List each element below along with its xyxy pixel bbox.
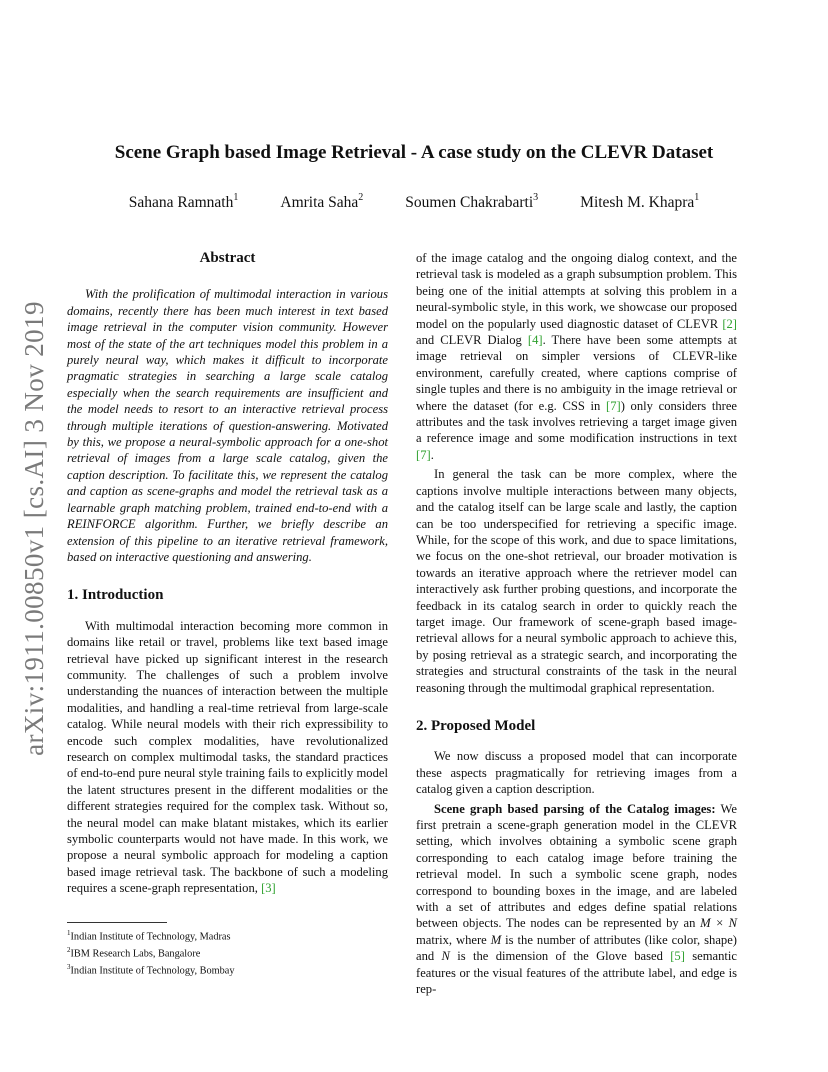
citation-link[interactable]: [7] — [416, 447, 431, 462]
author: Sahana Ramnath$^1$ — [128, 192, 239, 211]
model-paragraph-1: We now discuss a proposed model that can incorporate these aspects pragmatically for retrieving images from a catalog given a caption description. — [416, 749, 737, 797]
abstract-text: With the prolification of multimodal interaction in various domains, recently there has been much interest in text based image retrieval in the computer vision community. However most of the state of the art techniques model this problem in a purely neural way, which makes it difficult to incorporate pragmatic strategies in searching a large scale catalog especially when the search requirements are insufficient and the model needs to resort to an interactive retrieval process through multiple iterations of question-answering. Motivated by this, we propose a neural-symbolic approach for a one-shot retrieval of images from a large scale catalog, given the caption description. To facilitate this, we represent the catalog and caption as scene-graphs and model the retrieval task as a learnable graph matching problem, trained end-to-end with a REINFORCE algorithm. Further, we briefly describe an extension of this pipeline to an iterative retrieval framework, based on interactive questioning and answering. — [67, 287, 388, 564]
intro-paragraph-2: In general the task can be more complex, where the captions involve multiple interactions between many objects, and the catalog itself can be large scale and lastly, the caption can be too underspecified for retrieving a specific image. While, for the scope of this work, and due to space limitations, we focus on the one-shot retrieval, our broader motivation is towards an iterative approach where the retriever model can interactively ask further probing questions, and incorporate the feedback in its catalog search in order to quickly reach the target image. Our framework of scene-graph based image-retrieval allows for a neural symbolic approach to achieve this, by posing retrieval as a strategic search, and incorporating the strategies and structural constraints of the task in the neural reasoning through the multimodal graphical representation. — [416, 467, 737, 695]
citation-link[interactable]: [2] — [722, 316, 737, 331]
author: Amrita Saha$^2$ — [280, 192, 364, 211]
citation-link[interactable]: [3] — [261, 881, 276, 896]
arxiv-stamp: arXiv:1911.00850v1 [cs.AI] 3 Nov 2019 — [18, 300, 49, 756]
section-heading-introduction: 1. Introduction — [67, 587, 164, 604]
abstract-heading: Abstract — [199, 250, 256, 266]
citation-link[interactable]: [4] — [527, 333, 543, 348]
citation-link[interactable]: [5] — [670, 949, 685, 964]
footnote-rule — [67, 922, 167, 923]
intro-paragraph-1: With multimodal interaction becoming more common in domains like retail or travel, problems like text based image retrieval have picked up significant interest in the research community. The challenges of such a problem involve understanding the nuances of interaction between the multiple modalities, and handling a real-time retrieval from large-scale catalog. While neural models with their rich expressibility to encode such complex modalities, have revolutionalized research on complex multimodal tasks, the standard practices of end-to-end pure neural style training fails to explicitly model the latent structures present in the different modalities or the different strategies required for the complex task. Without so, the neural model can make blatant mistakes, which its earlier symbolic counterparts would not have made. In this work, we propose a neural symbolic approach for modeling a caption based image retrieval task. The backbone of such a modeling requires a scene-graph representation, [3] — [67, 618, 388, 896]
citation-link[interactable]: [7] — [606, 398, 621, 413]
run-in-heading: Scene graph based parsing of the Catalog images: — [434, 801, 716, 816]
author: Soumen Chakrabarti$^3$ — [405, 192, 539, 211]
paper-title: Scene Graph based Image Retrieval - A case study on the CLEVR Dataset — [114, 142, 714, 163]
author: Mitesh M. Khapra$^1$ — [580, 192, 700, 211]
footnote: $^1$Indian Institute of Technology, Madras — [67, 929, 231, 943]
model-paragraph-2: Scene graph based parsing of the Catalog images: We first pretrain a scene-graph generation model in the CLEVR setting, which involves obtaining a symbolic scene graph corresponding to each catalog image before training the retrieval model. In such a symbolic scene graph, nodes correspond to bounding boxes in the image, and are labeled with a set of attributes and edges define spatial relations between objects. The nodes can be represented by an M × N matrix, where M is the number of attributes (like color, shape) and N is the dimension of the Glove based [5] semantic features or the visual features of the attribute label, and edge is rep- — [416, 801, 738, 997]
footnote: $^3$Indian Institute of Technology, Bombay — [67, 962, 235, 977]
intro-paragraph-1-continued: of the image catalog and the ongoing dialog context, and the retrieval task is modeled as a graph subsumption problem. This being one of the initial attempts at solving this problem in a neural-symbolic style, in this work, we showcase our proposed model on the popularly used diagnostic dataset of CLEVR [2] and CLEVR Dialog [4]. There have been some attempts at image retrieval on simpler versions of CLEVR-like environment, carefully created, where captions comprise of single tuples and there is no ambiguity in the image retrieval or where the dataset (for e.g. CSS in [7]) only considers three attributes and the task involves retrieving a target image given a reference image and some modification instructions in text [7]. — [416, 251, 738, 462]
section-heading-proposed-model: 2. Proposed Model — [416, 717, 536, 734]
right-column — [416, 250, 737, 1000]
author-list — [0, 194, 828, 212]
footnote: $^2$IBM Research Labs, Bangalore — [67, 945, 201, 960]
left-column — [67, 250, 388, 900]
footnotes — [67, 922, 388, 977]
